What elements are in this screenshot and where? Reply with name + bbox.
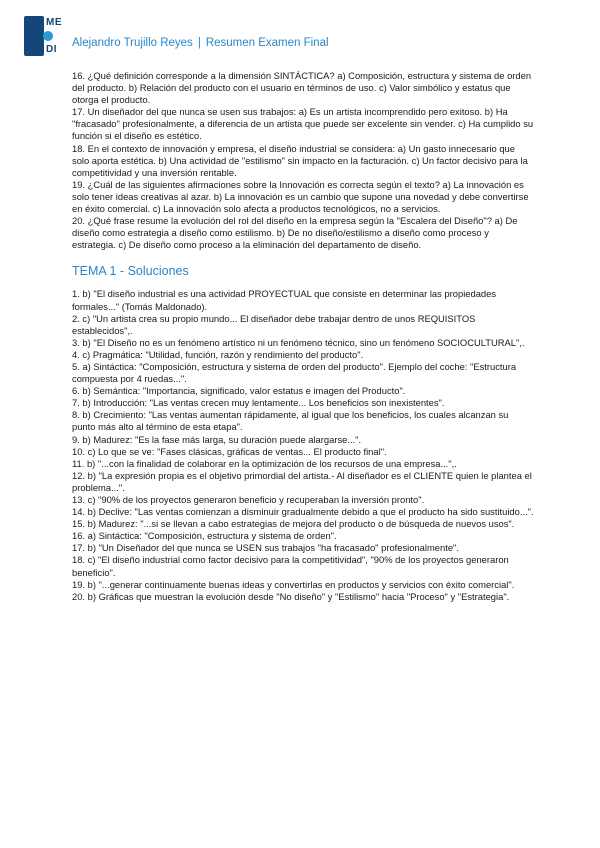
solution-item: 7. b) Introducción: "Las ventas crecen muy lentamente... Los beneficios son inexistentes". bbox=[72, 397, 445, 409]
question-item: 16. ¿Qué definición corresponde a la dimensión SINTÁCTICA? a) Composición, estructura y sistema de orden del producto. b) Relación del producto con el usuario en términos de uso. c) Valor simbólico y estatus que otorga el producto. bbox=[72, 70, 532, 106]
solution-item: 17. b) "Un Diseñador del que nunca se USEN sus trabajos "ha fracasado" profesionalmente". bbox=[72, 542, 459, 554]
solution-item: 9. b) Madurez: "Es la fase más larga, su duración puede alargarse...". bbox=[72, 433, 362, 445]
logo-bottom-letters: DI bbox=[46, 44, 57, 55]
solution-item: 10. c) Lo que se ve: "Fases clásicas, gráficas de ventas... El producto final". bbox=[72, 445, 387, 457]
solution-item: 14. b) Declive: "Las ventas comienzan a disminuir gradualmente debido a que el producto ha sido sustituido...". bbox=[72, 506, 534, 518]
header-text bbox=[72, 37, 329, 49]
question-item: 17. Un diseñador del que nunca se usen sus trabajos: a) Es un artista incomprendido pero exitoso. b) Ha "fracasado" profesionalmente, a diferencia de un artista que puede ser excelente sin vender. c) Ha cumplido su función si el diseño es estético. bbox=[72, 106, 534, 142]
solution-item: 1. b) "El diseño industrial es una actividad PROYECTUAL que consiste en determinar las propiedades formales..." (Tomás Maldonado). bbox=[72, 288, 497, 312]
solution-item: 5. a) Sintáctica: "Composición, estructura y sistema de orden del producto". Ejemplo del coche: "Estructura compuesta por 4 ruedas...". bbox=[72, 360, 517, 385]
logo-e-shape bbox=[24, 16, 44, 56]
page-header bbox=[24, 14, 584, 64]
header-separator: | bbox=[197, 37, 201, 49]
document-body bbox=[72, 70, 534, 603]
question-item: 18. En el contexto de innovación y empresa, el diseño industrial se considera: a) Un gasto innecesario que solo aporta estética. b) Una actividad de "estilismo" sin impacto en la facturación. c) Un factor decisivo para la competitividad y una inversión rentable. bbox=[72, 142, 528, 178]
solution-item: 6. b) Semántica: "Importancia, significado, valor estatus e imagen del Producto". bbox=[72, 385, 406, 397]
question-item: 20. ¿Qué frase resume la evolución del rol del diseño en la empresa según la "Escalera del Diseño"? a) De diseño como estrategia a diseño como estilismo. b) De no diseño/estilismo a diseño como proceso y estrategia. c) De diseño como proceso a la eliminación del departamento de diseño. bbox=[72, 215, 518, 251]
logo-top-letters: ME bbox=[46, 17, 62, 28]
solution-item: 8. b) Crecimiento: "Las ventas aumentan rápidamente, al igual que los beneficios, los cuales alcanzan su punto más alto al término de esta etapa". bbox=[72, 409, 509, 433]
solution-item: 16. a) Sintáctica: "Composición, estructura y sistema de orden". bbox=[72, 530, 337, 542]
question-list bbox=[72, 70, 534, 251]
header-author: Alejandro Trujillo Reyes bbox=[72, 37, 193, 49]
solution-item: 18. c) "El diseño industrial como factor decisivo para la competitividad", "90% de los proyectos generaron beneficio". bbox=[72, 554, 509, 578]
question-item: 19. ¿Cuál de las siguientes afirmaciones sobre la Innovación es correcta según el texto? a) La innovación es solo tener ideas creativas al azar. b) La innovación es un cambio que supone una novedad y debe convertirse en éxito comercial. c) La innovación solo afecta a productos tecnológicos, no a servicios. bbox=[72, 178, 529, 215]
solution-item: 20. b) Gráficas que muestran la evolución desde "No diseño" y "Estilismo" hacia "Proceso" y "Estrategia". bbox=[72, 590, 510, 602]
solution-item: 3. b) "El Diseño no es un fenómeno artístico ni un fenómeno técnico, sino un fenómeno SOCIOCULTURAL",. bbox=[72, 336, 525, 348]
header-title: Resumen Examen Final bbox=[205, 37, 329, 49]
solution-item: 19. b) "...generar continuamente buenas ideas y convertirlas en productos y servicios con éxito comercial". bbox=[72, 578, 515, 590]
solution-item: 15. b) Madurez: "...si se llevan a cabo estrategias de mejora del producto o de búsqueda de nuevos usos". bbox=[72, 518, 515, 530]
solution-item: 11. b) "...con la finalidad de colaborar en la optimización de los recursos de una empresa...",. bbox=[72, 457, 457, 469]
solution-list bbox=[72, 288, 534, 602]
solution-item: 13. c) "90% de los proyectos generaron beneficio y recuperaban la inversión pronto". bbox=[72, 494, 425, 505]
solution-item: 12. b) "La expresión propia es el objetivo primordial del artista.- Al diseñador es el CLIENTE quien le plantea el problema...". bbox=[72, 469, 532, 493]
emedi-logo bbox=[24, 14, 68, 62]
solution-item: 4. c) Pragmática: "Utilidad, función, razón y rendimiento del producto". bbox=[72, 348, 364, 360]
solutions-heading: TEMA 1 - Soluciones bbox=[72, 264, 189, 279]
solution-item: 2. c) "Un artista crea su propio mundo... El diseñador debe trabajar dentro de unos REQUISITOS establecidos",. bbox=[72, 312, 476, 336]
logo-dot bbox=[43, 31, 53, 41]
